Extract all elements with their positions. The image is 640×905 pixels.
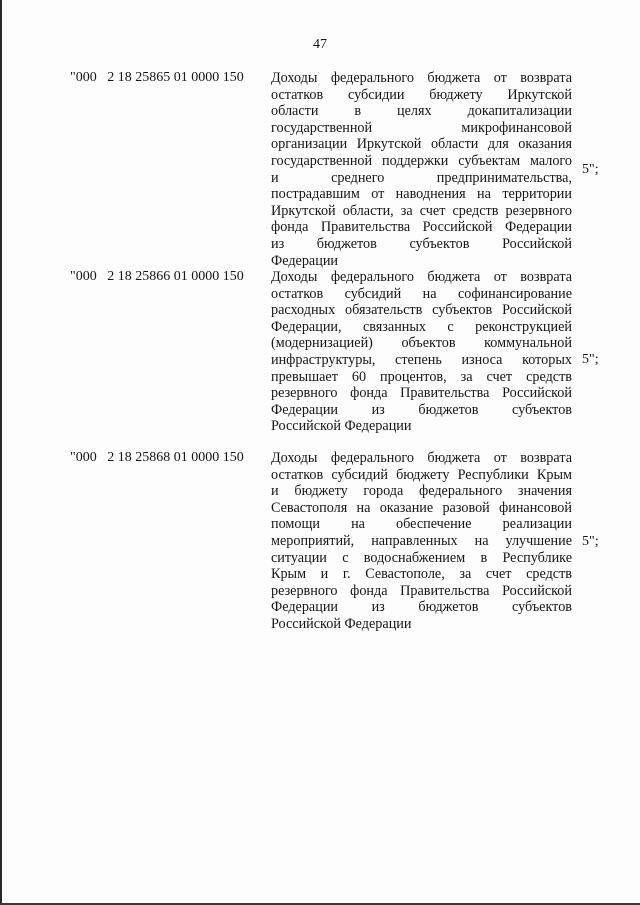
description-line: организации Иркутской области для оказания — [271, 136, 572, 153]
description-line: Российской Федерации — [271, 418, 412, 435]
description-line: остатков субсидий бюджету Республики Крым — [271, 466, 572, 483]
budget-code: "000 2 18 25868 01 0000 150 — [70, 450, 244, 465]
description-line: и бюджету города федерального значения — [271, 483, 572, 500]
description-line: превышает 60 процентов, за счет средств — [271, 368, 572, 385]
scan-left-edge — [0, 0, 2, 905]
description-line: Доходы федерального бюджета от возврата — [271, 70, 572, 86]
entry-amount: 5"; — [582, 162, 599, 177]
page-number: 47 — [313, 37, 327, 52]
description-line: (модернизацией) объектов коммунальной — [271, 335, 572, 352]
description-line: Федерации — [271, 252, 339, 269]
entry-amount: 5"; — [582, 534, 599, 549]
description-line: фонда Правительства Российской Федерации — [271, 219, 572, 236]
entry-description — [271, 450, 572, 633]
description-line: из бюджетов субъектов Российской — [271, 235, 572, 252]
description-line: остатков субсидии бюджету Иркутской — [271, 86, 572, 103]
description-line: Федерации из бюджетов субъектов — [271, 401, 572, 418]
description-line: Доходы федерального бюджета от возврата — [271, 450, 572, 466]
description-line: и среднего предпринимательства, — [271, 169, 572, 186]
description-line: государственной микрофинансовой — [271, 119, 572, 136]
description-line: Доходы федерального бюджета от возврата — [271, 269, 572, 285]
description-line: Севастополя на оказание разовой финансовой — [271, 499, 572, 516]
entry-description — [271, 269, 572, 435]
description-line: Крым и г. Севастополе, за счет средств — [271, 566, 572, 583]
entry-description — [271, 70, 572, 269]
description-line: пострадавшим от наводнения на территории — [271, 186, 572, 203]
description-line: помощи на обеспечение реализации — [271, 516, 572, 533]
description-line: расходных обязательств субъектов Российской — [271, 302, 572, 319]
entry-amount: 5"; — [582, 352, 599, 367]
description-line: резервного фонда Правительства Российской — [271, 385, 572, 402]
description-line: инфраструктуры, степень износа которых — [271, 351, 572, 368]
description-line: Российской Федерации — [271, 615, 412, 632]
description-line: Федерации из бюджетов субъектов — [271, 599, 572, 616]
description-line: резервного фонда Правительства Российской — [271, 582, 572, 599]
description-line: остатков субсидий на софинансирование — [271, 285, 572, 302]
budget-code: "000 2 18 25866 01 0000 150 — [70, 269, 244, 284]
description-line: государственной поддержки субъектам малого — [271, 152, 572, 169]
description-line: ситуации с водоснабжением в Республике — [271, 549, 572, 566]
description-line: Федерации, связанных с реконструкцией — [271, 318, 572, 335]
description-line: области в целях докапитализации — [271, 103, 572, 120]
description-line: Иркутской области, за счет средств резервного — [271, 202, 572, 219]
budget-code: "000 2 18 25865 01 0000 150 — [70, 70, 244, 85]
description-line: мероприятий, направленных на улучшение — [271, 532, 572, 549]
